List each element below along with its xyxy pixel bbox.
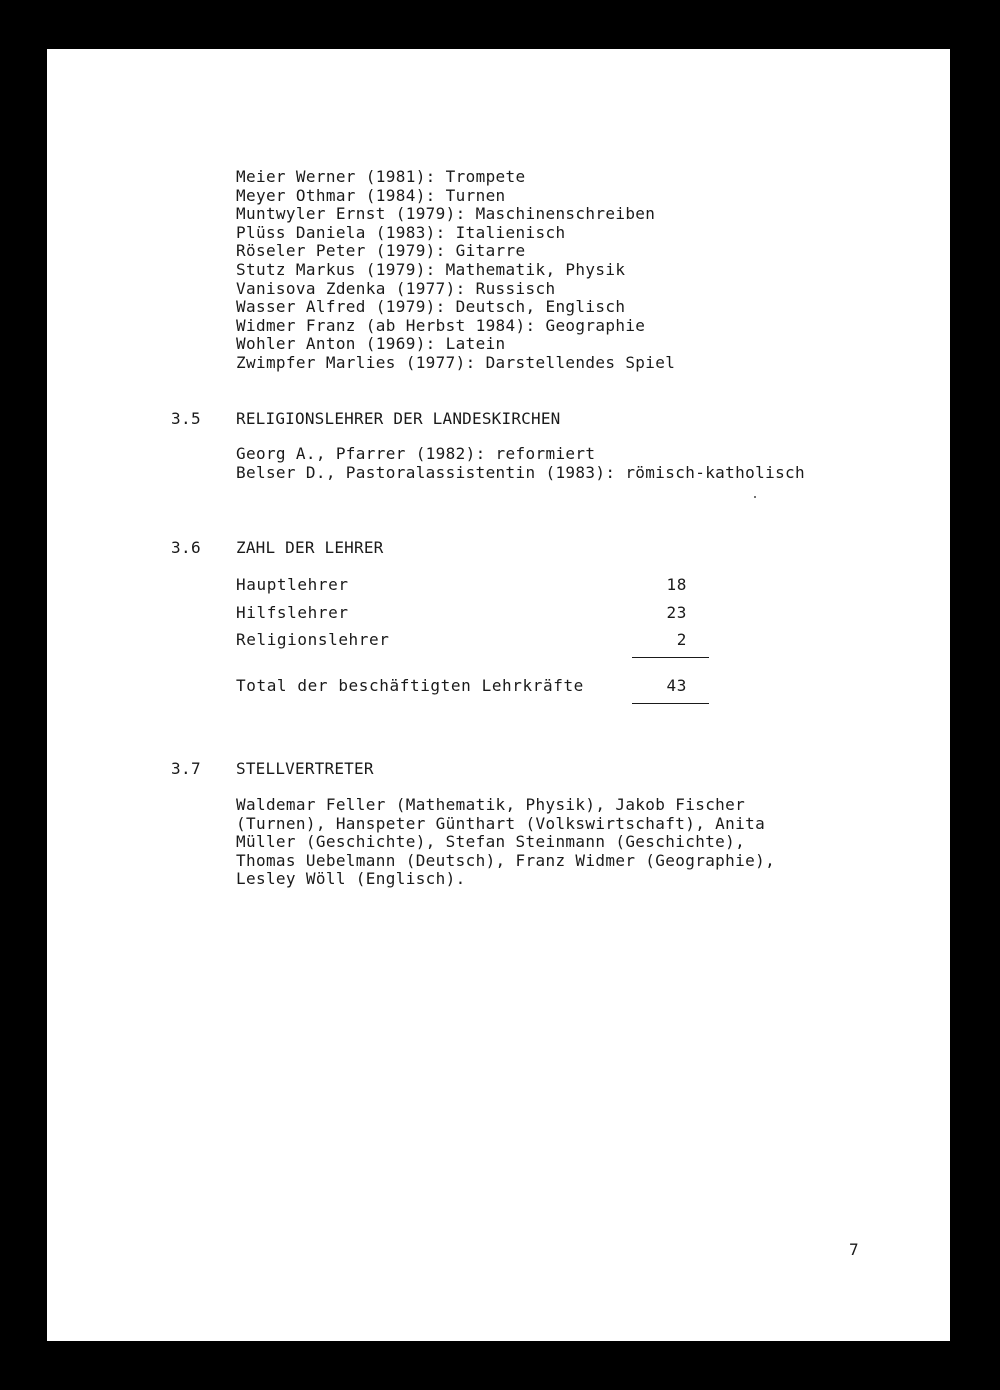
- scan-speck: [754, 496, 756, 498]
- row-value-hauptlehrer: 18: [666, 575, 687, 594]
- section-35-title: RELIGIONSLEHRER DER LANDESKIRCHEN: [236, 409, 561, 428]
- list-item: Wasser Alfred (1979): Deutsch, Englisch: [236, 297, 626, 317]
- section-37-body: [236, 796, 775, 889]
- row-label-hilfslehrer: Hilfslehrer: [236, 603, 349, 622]
- list-item: Müller (Geschichte), Stefan Steinmann (Geschichte),: [236, 832, 746, 852]
- row-value-total: 43: [666, 676, 687, 695]
- page-number: 7: [849, 1240, 859, 1259]
- row-label-religionslehrer: Religionslehrer: [236, 630, 390, 649]
- list-item: Lesley Wöll (Englisch).: [236, 869, 466, 889]
- total-rule: [632, 703, 709, 704]
- list-item: (Turnen), Hanspeter Günthart (Volkswirtschaft), Anita: [236, 813, 766, 833]
- section-36-title: ZAHL DER LEHRER: [236, 538, 384, 557]
- list-item: Meyer Othmar (1984): Turnen: [236, 185, 506, 205]
- list-item: Widmer Franz (ab Herbst 1984): Geographie: [236, 315, 646, 335]
- row-value-religionslehrer: 2: [676, 630, 687, 649]
- subtotal-rule: [632, 657, 709, 658]
- list-item: Wohler Anton (1969): Latein: [236, 334, 506, 354]
- section-35-number: 3.5: [171, 409, 201, 428]
- list-item: Stutz Markus (1979): Mathematik, Physik: [236, 259, 626, 279]
- list-item: Vanisova Zdenka (1977): Russisch: [236, 278, 556, 298]
- list-item: Röseler Peter (1979): Gitarre: [236, 241, 526, 261]
- list-item: Plüss Daniela (1983): Italienisch: [236, 222, 566, 242]
- section-35-body: [236, 445, 805, 482]
- list-item: Zwimpfer Marlies (1977): Darstellendes Spiel: [236, 352, 676, 372]
- list-item: Waldemar Feller (Mathematik, Physik), Jakob Fischer: [236, 795, 746, 814]
- row-label-hauptlehrer: Hauptlehrer: [236, 575, 349, 594]
- list-item: Thomas Uebelmann (Deutsch), Franz Widmer (Geographie),: [236, 850, 776, 870]
- list-item: Belser D., Pastoralassistentin (1983): römisch-katholisch: [236, 462, 806, 482]
- teacher-list: [236, 168, 675, 373]
- section-37-title: STELLVERTRETER: [236, 759, 374, 778]
- document-page: [47, 49, 950, 1341]
- row-value-hilfslehrer: 23: [666, 603, 687, 622]
- list-item: Georg A., Pfarrer (1982): reformiert: [236, 444, 596, 463]
- section-37-number: 3.7: [171, 759, 201, 778]
- row-label-total: Total der beschäftigten Lehrkräfte: [236, 676, 584, 695]
- list-item: Meier Werner (1981): Trompete: [236, 167, 526, 186]
- section-36-number: 3.6: [171, 538, 201, 557]
- list-item: Muntwyler Ernst (1979): Maschinenschreiben: [236, 204, 656, 224]
